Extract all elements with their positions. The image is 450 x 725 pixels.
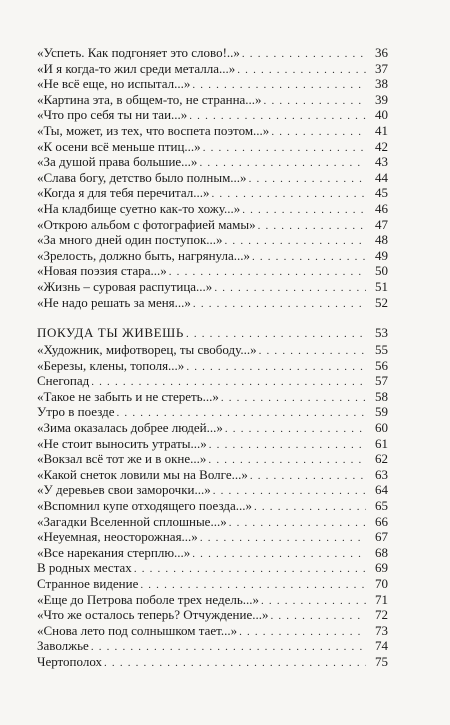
toc-entry: [37, 170, 388, 186]
toc-entry-page: 68: [375, 544, 388, 560]
dot-leader: [104, 656, 366, 672]
dot-leader: [249, 172, 366, 188]
toc-entry-page: 61: [375, 435, 388, 451]
toc-entry: [37, 373, 388, 389]
dot-leader: [271, 125, 366, 141]
toc-entry-page: 51: [375, 278, 388, 294]
dot-leader: [259, 344, 366, 360]
dot-leader: [203, 141, 366, 157]
toc-entry-title: «Еще до Петрова поболе трех недель...»: [37, 591, 260, 607]
toc-entry: [37, 154, 388, 170]
toc-entry-title: «Жизнь – суровая распутица...»: [37, 278, 213, 294]
dot-leader: [261, 594, 366, 610]
toc-entry-title: «Новая поэзия стара...»: [37, 263, 167, 279]
toc-entry: [37, 232, 388, 248]
toc-list-part-2: [37, 342, 388, 669]
toc-entry: [37, 607, 388, 623]
toc-entry-title: «К осени всё меньше птиц...»: [37, 138, 201, 154]
dot-leader: [270, 609, 366, 625]
toc-entry: [37, 529, 388, 545]
dot-leader: [193, 297, 366, 313]
toc-entry-page: 36: [375, 45, 388, 60]
toc-entry-page: 39: [375, 91, 388, 107]
toc-entry-title: «Такое не забыть и не стереть...»: [37, 388, 219, 404]
toc-entry-title: «Зима оказалась добрее людей...»: [37, 419, 223, 435]
dot-leader: [242, 203, 366, 219]
toc-entry-title: «И я когда-то жил среди металла...»: [37, 60, 236, 76]
dot-leader: [186, 360, 366, 376]
dot-leader: [242, 47, 366, 63]
toc-entry-page: 59: [375, 404, 388, 420]
toc-entry-page: 71: [375, 591, 388, 607]
toc-entry-title: Заволжье: [37, 638, 89, 654]
toc-entry: [37, 61, 388, 77]
toc-entry-title: «За много дней один поступок...»: [37, 232, 223, 248]
toc-entry-title: «Вокзал всё тот же и в окне...»: [37, 451, 207, 467]
toc-entry-page: 62: [375, 451, 388, 467]
toc-entry-page: 41: [375, 122, 388, 138]
toc-entry-title: Снегопад: [37, 373, 90, 389]
dot-leader: [186, 325, 366, 341]
toc-entry-title: «Ты, может, из тех, что воспета поэтом...»: [37, 122, 270, 138]
toc-entry-title: «За душой права большие...»: [37, 154, 198, 170]
toc-entry-title: «Успеть. Как подгоняет это слово!..»: [37, 45, 240, 60]
dot-leader: [254, 500, 366, 516]
toc-entry-page: 67: [375, 529, 388, 545]
dot-leader: [264, 94, 366, 110]
toc-entry: [37, 185, 388, 201]
toc-entry: [37, 436, 388, 452]
toc-entry: [37, 45, 388, 61]
toc-entry-title: «Открою альбом с фотографией мамы»: [37, 216, 256, 232]
toc-list-part-1: [37, 45, 388, 310]
toc-entry-title: «Не всё еще, но испытал...»: [37, 76, 191, 92]
toc-entry-title: «На кладбище суетно как-то хожу...»: [37, 200, 241, 216]
toc-entry-title: «Что же осталось теперь? Отчуждение...»: [37, 607, 269, 623]
toc-entry: [37, 295, 388, 311]
toc-entry-title: «У деревьев свои заморочки...»: [37, 482, 211, 498]
toc-entry-title: «Вспомнил купе отходящего поезда...»: [37, 497, 252, 513]
toc-entry: [37, 76, 388, 92]
toc-entry: [37, 92, 388, 108]
toc-entry-page: 66: [375, 513, 388, 529]
dot-leader: [91, 640, 366, 656]
toc-entry-title: «Неуемная, неосторожная...»: [37, 529, 198, 545]
dot-leader: [239, 625, 366, 641]
toc-entry-title: «Загадки Вселенной сплошные...»: [37, 513, 227, 529]
toc-entry: [37, 498, 388, 514]
dot-leader: [209, 438, 366, 454]
dot-leader: [221, 391, 366, 407]
dot-leader: [214, 281, 366, 297]
toc-section-block: [37, 324, 388, 342]
toc-entry-title: «Что про себя ты ни таи...»: [37, 107, 188, 123]
toc-entry-page: 43: [375, 154, 388, 170]
toc-entry: [37, 592, 388, 608]
toc-entry-title: «Все нарекания стерплю...»: [37, 544, 191, 560]
toc-entry: [37, 263, 388, 279]
toc-entry: [37, 404, 388, 420]
toc-entry-title: «Снова лето под солнышком тает...»: [37, 622, 238, 638]
dot-leader: [258, 219, 366, 235]
dot-leader: [192, 547, 366, 563]
toc-entry: [37, 420, 388, 436]
toc-entry-page: 63: [375, 466, 388, 482]
toc-entry-page: 45: [375, 185, 388, 201]
toc-entry-title: «Картина эта, в общем-то, не странна...»: [37, 91, 262, 107]
toc-entry-page: 42: [375, 138, 388, 154]
toc-entry-title: В родных местах: [37, 560, 132, 576]
toc-entry-page: 52: [375, 294, 388, 310]
toc-entry-page: 55: [375, 342, 388, 357]
toc-entry: [37, 545, 388, 561]
toc-entry: [37, 342, 388, 358]
toc-entry-title: Чертополох: [37, 653, 103, 669]
dot-leader: [200, 531, 366, 547]
toc-entry: [37, 201, 388, 217]
toc-entry: [37, 467, 388, 483]
toc-entry-page: 56: [375, 357, 388, 373]
toc-entry-title: «Художник, мифотворец, ты свободу...»: [37, 342, 257, 357]
section-title: ПОКУДА ТЫ ЖИВЕШЬ: [37, 325, 184, 340]
toc-entry: [37, 482, 388, 498]
toc-entry-page: 75: [375, 653, 388, 669]
toc-entry-title: «Березы, клены, тополя...»: [37, 357, 185, 373]
toc-entry: [37, 576, 388, 592]
toc-entry-page: 60: [375, 419, 388, 435]
toc-entry-page: 47: [375, 216, 388, 232]
toc-entry: [37, 638, 388, 654]
toc-entry-page: 48: [375, 232, 388, 248]
toc-entry: [37, 139, 388, 155]
dot-leader: [225, 422, 366, 438]
dot-leader: [250, 469, 366, 485]
toc-entry-page: 50: [375, 263, 388, 279]
toc-entry-title: Утро в поезде: [37, 404, 115, 420]
toc-entry: [37, 107, 388, 123]
dot-leader: [252, 250, 366, 266]
toc-entry-title: «Слава богу, детство было полным...»: [37, 169, 247, 185]
toc-entry-page: 72: [375, 607, 388, 623]
toc-entry-page: 44: [375, 169, 388, 185]
toc-section-heading: [37, 324, 388, 342]
toc-entry-page: 57: [375, 373, 388, 389]
toc-entry-page: 49: [375, 247, 388, 263]
toc-entry: [37, 279, 388, 295]
toc-entry-title: «Не надо решать за меня...»: [37, 294, 191, 310]
toc-entry-page: 46: [375, 200, 388, 216]
toc-entry-title: «Не стоит выносить утраты...»: [37, 435, 207, 451]
toc-entry-page: 69: [375, 560, 388, 576]
toc-entry-page: 58: [375, 388, 388, 404]
toc-entry-page: 40: [375, 107, 388, 123]
toc-entry-page: 70: [375, 575, 388, 591]
dot-leader: [237, 63, 366, 79]
toc-entry: [37, 560, 388, 576]
toc-entry: [37, 389, 388, 405]
toc-entry: [37, 654, 388, 670]
toc-entry-title: Странное видение: [37, 575, 139, 591]
toc-entry-page: 73: [375, 622, 388, 638]
dot-leader: [134, 562, 366, 578]
toc-entry: [37, 248, 388, 264]
toc-entry-page: 65: [375, 497, 388, 513]
toc-entry-title: «Зрелость, должно быть, нагрянула...»: [37, 247, 250, 263]
toc-entry-page: 37: [375, 60, 388, 76]
toc-entry-page: 38: [375, 76, 388, 92]
toc-entry: [37, 451, 388, 467]
section-page: 53: [375, 325, 388, 340]
dot-leader: [229, 516, 366, 532]
toc-entry: [37, 217, 388, 233]
toc-entry-page: 64: [375, 482, 388, 498]
toc-entry: [37, 123, 388, 139]
toc-entry: [37, 358, 388, 374]
toc-entry-title: «Когда я для тебя перечитал...»: [37, 185, 210, 201]
toc-entry-title: «Какой снеток ловили мы на Волге...»: [37, 466, 248, 482]
toc-entry-page: 74: [375, 638, 388, 654]
toc-entry: [37, 514, 388, 530]
toc-entry: [37, 623, 388, 639]
